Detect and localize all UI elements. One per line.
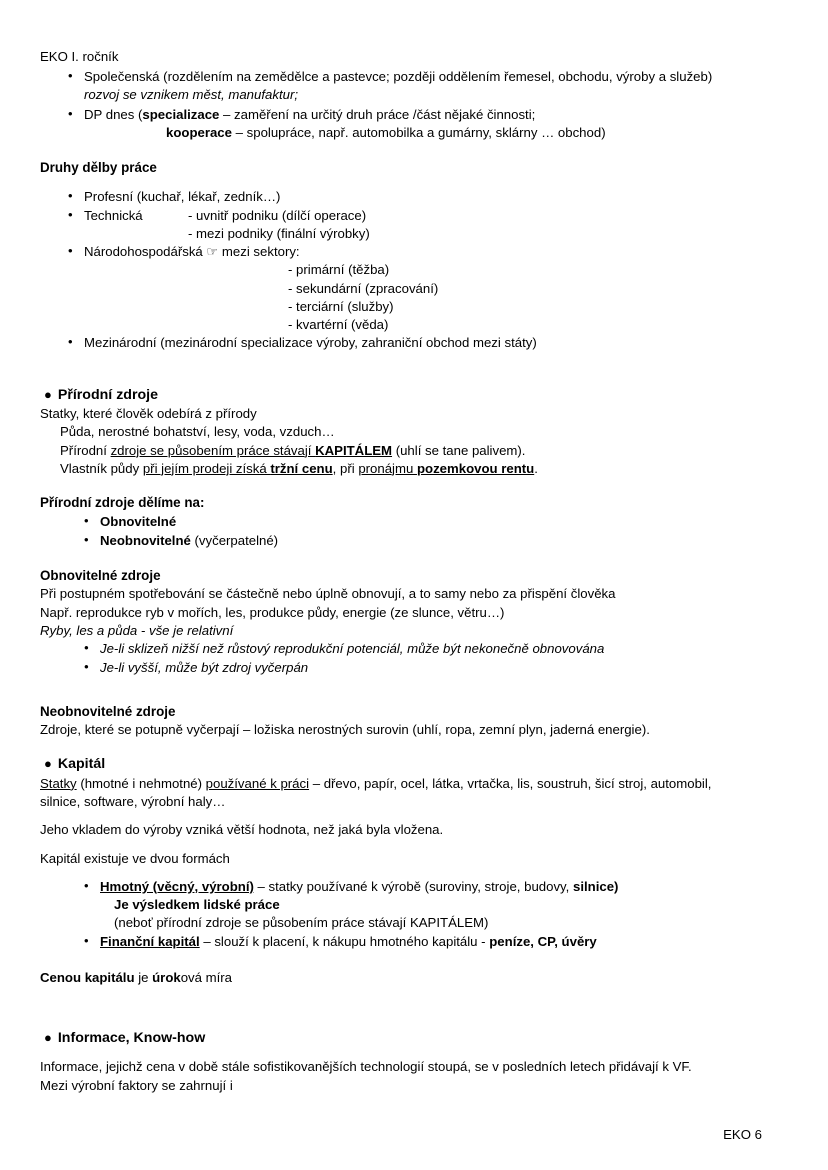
list-item: • Je-li vyšší, může být zdroj vyčerpán bbox=[38, 659, 768, 677]
section-title-kapital bbox=[38, 755, 768, 775]
delime-list bbox=[38, 513, 768, 550]
prirodni-p4-mid: , při bbox=[332, 460, 359, 476]
technicka-line-2: - mezi podniky (finální výrobky) bbox=[188, 226, 370, 242]
prirodni-p4-b1: tržní cenu bbox=[270, 460, 333, 476]
sector-line: - kvartérní (věda) bbox=[288, 317, 389, 333]
delime-item-bold: Obnovitelné bbox=[100, 513, 177, 529]
prirodni-p3 bbox=[38, 442, 768, 460]
neobnovitelne-p1: Zdroje, které se potupně vyčerpají – ložiska nerostných surovin (uhlí, ropa, zemní plyn, jaderná energie). bbox=[40, 722, 650, 738]
list-item bbox=[38, 106, 768, 142]
technicka-row bbox=[38, 207, 768, 225]
prirodni-p3-bold: KAPITÁLEM bbox=[315, 442, 393, 458]
kapital-statky: Statky bbox=[40, 775, 77, 791]
informace-p1: Informace, jejichž cena v době stále sofistikovanějších technologií stoupá, se v posledních letech přidávají k VF. bbox=[40, 1059, 692, 1075]
section-title-informace bbox=[38, 1029, 768, 1049]
bullet-dot-icon: ● bbox=[44, 386, 52, 402]
sector-line: - primární (těžba) bbox=[288, 262, 390, 278]
mezinarodni-list bbox=[38, 334, 768, 352]
list-item: • Profesní (kuchař, lékař, zedník…) bbox=[38, 188, 768, 206]
sector-line: - terciární (služby) bbox=[288, 298, 394, 314]
kapital-p1-tail: – dřevo, papír, ocel, látka, vrtačka, lis, soustruh, šicí stroj, automobil, bbox=[309, 775, 712, 791]
prirodni-p3-tail: (uhlí se tane palivem). bbox=[392, 442, 526, 458]
hmotny-line2: Je výsledkem lidské práce bbox=[114, 896, 280, 912]
list-item bbox=[38, 878, 768, 933]
cena-kapitalu-line bbox=[38, 969, 768, 987]
bullet-dot-icon: ● bbox=[44, 1029, 52, 1045]
prirodni-p4-u1: při jejím prodeji získá bbox=[142, 460, 271, 476]
kapital-forms-list bbox=[38, 878, 768, 952]
list-item bbox=[38, 933, 768, 951]
financni-bold: Finanční kapitál bbox=[100, 934, 200, 950]
dp-bold-kooperace: kooperace bbox=[166, 124, 232, 140]
hmotny-rest: – statky používané k výrobě (suroviny, stroje, budovy, bbox=[253, 878, 573, 894]
dp-tail: – spolupráce, např. automobilka a gumárny, sklárny … obchod) bbox=[231, 124, 606, 140]
heading-text: Informace, Know-how bbox=[57, 1029, 206, 1046]
page-header: EKO I. ročník bbox=[40, 49, 119, 64]
page-footer: EKO 6 bbox=[723, 1126, 762, 1142]
cena-bold-1: Cenou kapitálu bbox=[40, 969, 135, 985]
prirodni-p4-b2: pozemkovou rentu bbox=[416, 460, 535, 476]
heading-text: Kapitál bbox=[57, 756, 106, 773]
list-item bbox=[38, 513, 768, 531]
prirodni-p3-underline: zdroje se působením práce stávají bbox=[110, 442, 316, 458]
bullet-dot-icon: ● bbox=[44, 756, 52, 772]
prirodni-p1: Statky, které člověk odebírá z přírody bbox=[40, 406, 257, 422]
section-title-prirodni-zdroje bbox=[38, 386, 768, 406]
narodo-label: Národohospodářská ☞ mezi sektory: bbox=[84, 244, 300, 260]
prirodni-p3-a: Přírodní bbox=[60, 442, 111, 458]
technicka-line-1: - uvnitř podniku (dílčí operace) bbox=[188, 207, 367, 223]
list-item bbox=[38, 532, 768, 550]
obnovitelne-p3: Ryby, les a půda - vše je relativní bbox=[40, 622, 234, 638]
financni-bold2: peníze, CP, úvěry bbox=[489, 934, 597, 950]
cena-mid: je bbox=[134, 969, 153, 985]
section-title-obnovitelne: Obnovitelné zdroje bbox=[40, 567, 161, 583]
hmotny-bold2: silnice) bbox=[572, 878, 619, 894]
prirodni-p4-u2: pronájmu bbox=[358, 460, 417, 476]
obnovitelne-p2: Např. reprodukce ryb v mořích, les, produkce půdy, energie (ze slunce, větru…) bbox=[40, 604, 505, 620]
druhy-list bbox=[38, 188, 768, 206]
list-item: • Mezinárodní (mezinárodní specializace výroby, zahraniční obchod mezi státy) bbox=[38, 334, 768, 352]
hmotny-bold: Hmotný (věcný, výrobní) bbox=[100, 878, 254, 894]
list-item bbox=[38, 68, 768, 104]
kapital-p1-a: (hmotné i nehmotné) bbox=[76, 775, 206, 791]
prirodni-p4-a: Vlastník půdy bbox=[60, 460, 143, 476]
cena-tail: ová míra bbox=[180, 969, 233, 985]
prirodni-p2: Půda, nerostné bohatství, lesy, voda, vzduch… bbox=[60, 424, 335, 440]
kapital-p2: Jeho vkladem do výroby vzniká větší hodnota, než jaká byla vložena. bbox=[40, 822, 444, 838]
section-title-druhy: Druhy dělby práce bbox=[40, 160, 157, 176]
informace-p2: Mezi výrobní faktory se zahrnují i bbox=[40, 1077, 233, 1093]
dp-prefix: DP dnes ( bbox=[84, 106, 143, 122]
prirodni-p4-tail: . bbox=[534, 460, 538, 476]
intro-bullet-list bbox=[38, 68, 768, 142]
section-title-neobnovitelne: Neobnovitelné zdroje bbox=[40, 703, 176, 719]
intro-line-2: rozvoj se vznikem měst, manufaktur; bbox=[84, 87, 299, 103]
obnovitelne-p1: Při postupném spotřebování se částečně nebo úplně obnovují, a to samy nebo za přispění člověka bbox=[40, 586, 616, 602]
dp-mid: – zaměření na určitý druh práce /část nějaké činnosti; bbox=[219, 106, 536, 122]
kapital-p1 bbox=[38, 775, 768, 793]
delime-item-rest: (vyčerpatelné) bbox=[190, 532, 279, 548]
hmotny-line3: (neboť přírodní zdroje se působením práce stávají KAPITÁLEM) bbox=[114, 915, 489, 931]
list-item: • Je-li sklizeň nižší než růstový reprodukční potenciál, může být nekonečně obnovována bbox=[38, 640, 768, 658]
intro-line-1: Společenská (rozdělením na zemědělce a pastevce; později oddělením řemesel, obchodu, výroby a služeb) bbox=[84, 69, 713, 85]
narodo-row bbox=[38, 243, 768, 261]
section-title-delime: Přírodní zdroje dělíme na: bbox=[40, 495, 205, 511]
financni-mid: – slouží k placení, k nákupu hmotného kapitálu - bbox=[199, 934, 490, 950]
dp-bold-specializace: specializace bbox=[142, 106, 220, 122]
cena-bold-2: úrok bbox=[152, 969, 181, 985]
delime-item-bold: Neobnovitelné bbox=[100, 532, 191, 548]
kapital-p1-line2: silnice, software, výrobní haly… bbox=[40, 794, 226, 810]
technicka-label: Technická bbox=[84, 207, 143, 223]
kapital-p3: Kapitál existuje ve dvou formách bbox=[40, 850, 230, 866]
prirodni-p4 bbox=[38, 460, 768, 478]
heading-text: Přírodní zdroje bbox=[57, 386, 158, 403]
obnovitelne-bullets bbox=[38, 640, 768, 677]
sector-line: - sekundární (zpracování) bbox=[288, 280, 439, 296]
kapital-p1-u2: používané k práci bbox=[205, 775, 310, 791]
technicka-line-2-row bbox=[38, 225, 768, 243]
